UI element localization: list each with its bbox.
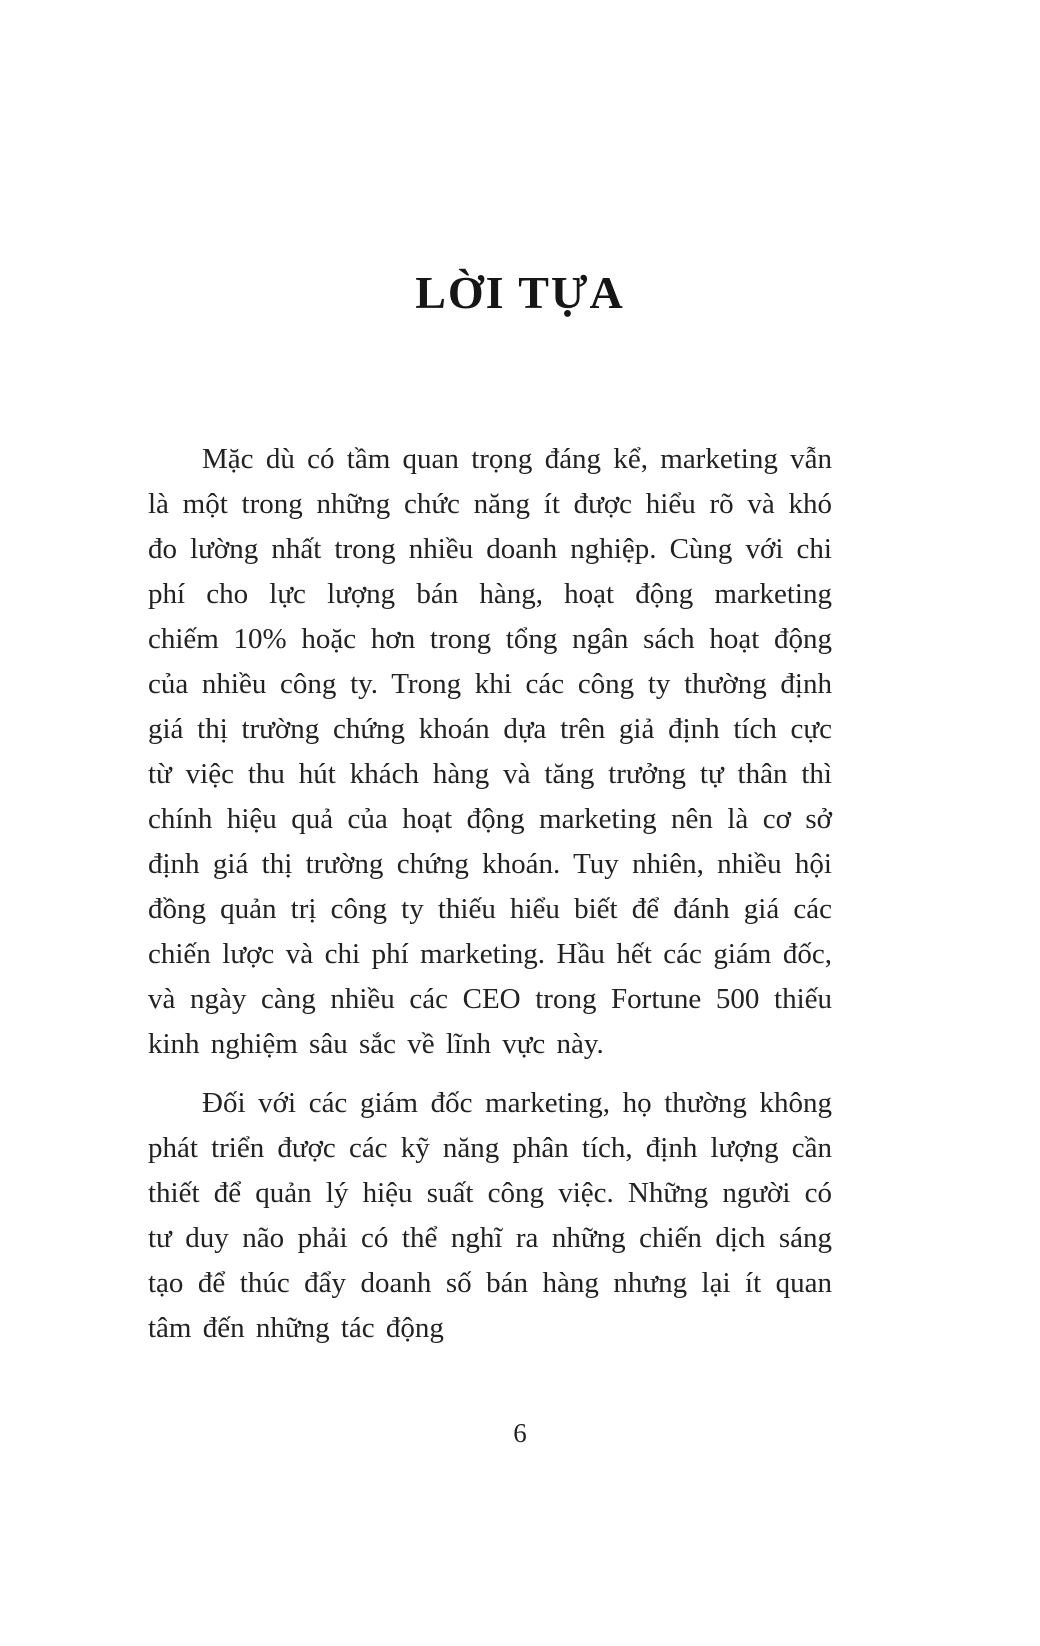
page-title: LỜI TỰA	[415, 267, 625, 318]
body-paragraph: Mặc dù có tầm quan trọng đáng kể, marketing vẫn là một trong những chức năng ít được hiểu rõ và khó đo lường nhất trong nhiều doanh nghiệp. Cùng với chi phí cho lực lượng bán hàng, hoạt động marketing chiếm 10% hoặc hơn trong tổng ngân sách hoạt động của nhiều công ty. Trong khi các công ty thường định giá thị trường chứng khoán dựa trên giả định tích cực từ việc thu hút khách hàng và tăng trưởng tự thân thì chính hiệu quả của hoạt động marketing nên là cơ sở định giá thị trường chứng khoán. Tuy nhiên, nhiều hội đồng quản trị công ty thiếu hiểu biết để đánh giá các chiến lược và chi phí marketing. Hầu hết các giám đốc, và ngày càng nhiều các CEO trong Fortune 500 thiếu kinh nghiệm sâu sắc về lĩnh vực này.	[148, 443, 832, 1060]
page-body	[148, 437, 832, 1351]
body-paragraph: Đối với các giám đốc marketing, họ thường không phát triển được các kỹ năng phân tích, định lượng cần thiết để quản lý hiệu suất công việc. Những người có tư duy não phải có thể nghĩ ra những chiến dịch sáng tạo để thúc đẩy doanh số bán hàng nhưng lại ít quan tâm đến những tác động	[148, 1087, 832, 1344]
page-number: 6	[513, 1418, 527, 1448]
